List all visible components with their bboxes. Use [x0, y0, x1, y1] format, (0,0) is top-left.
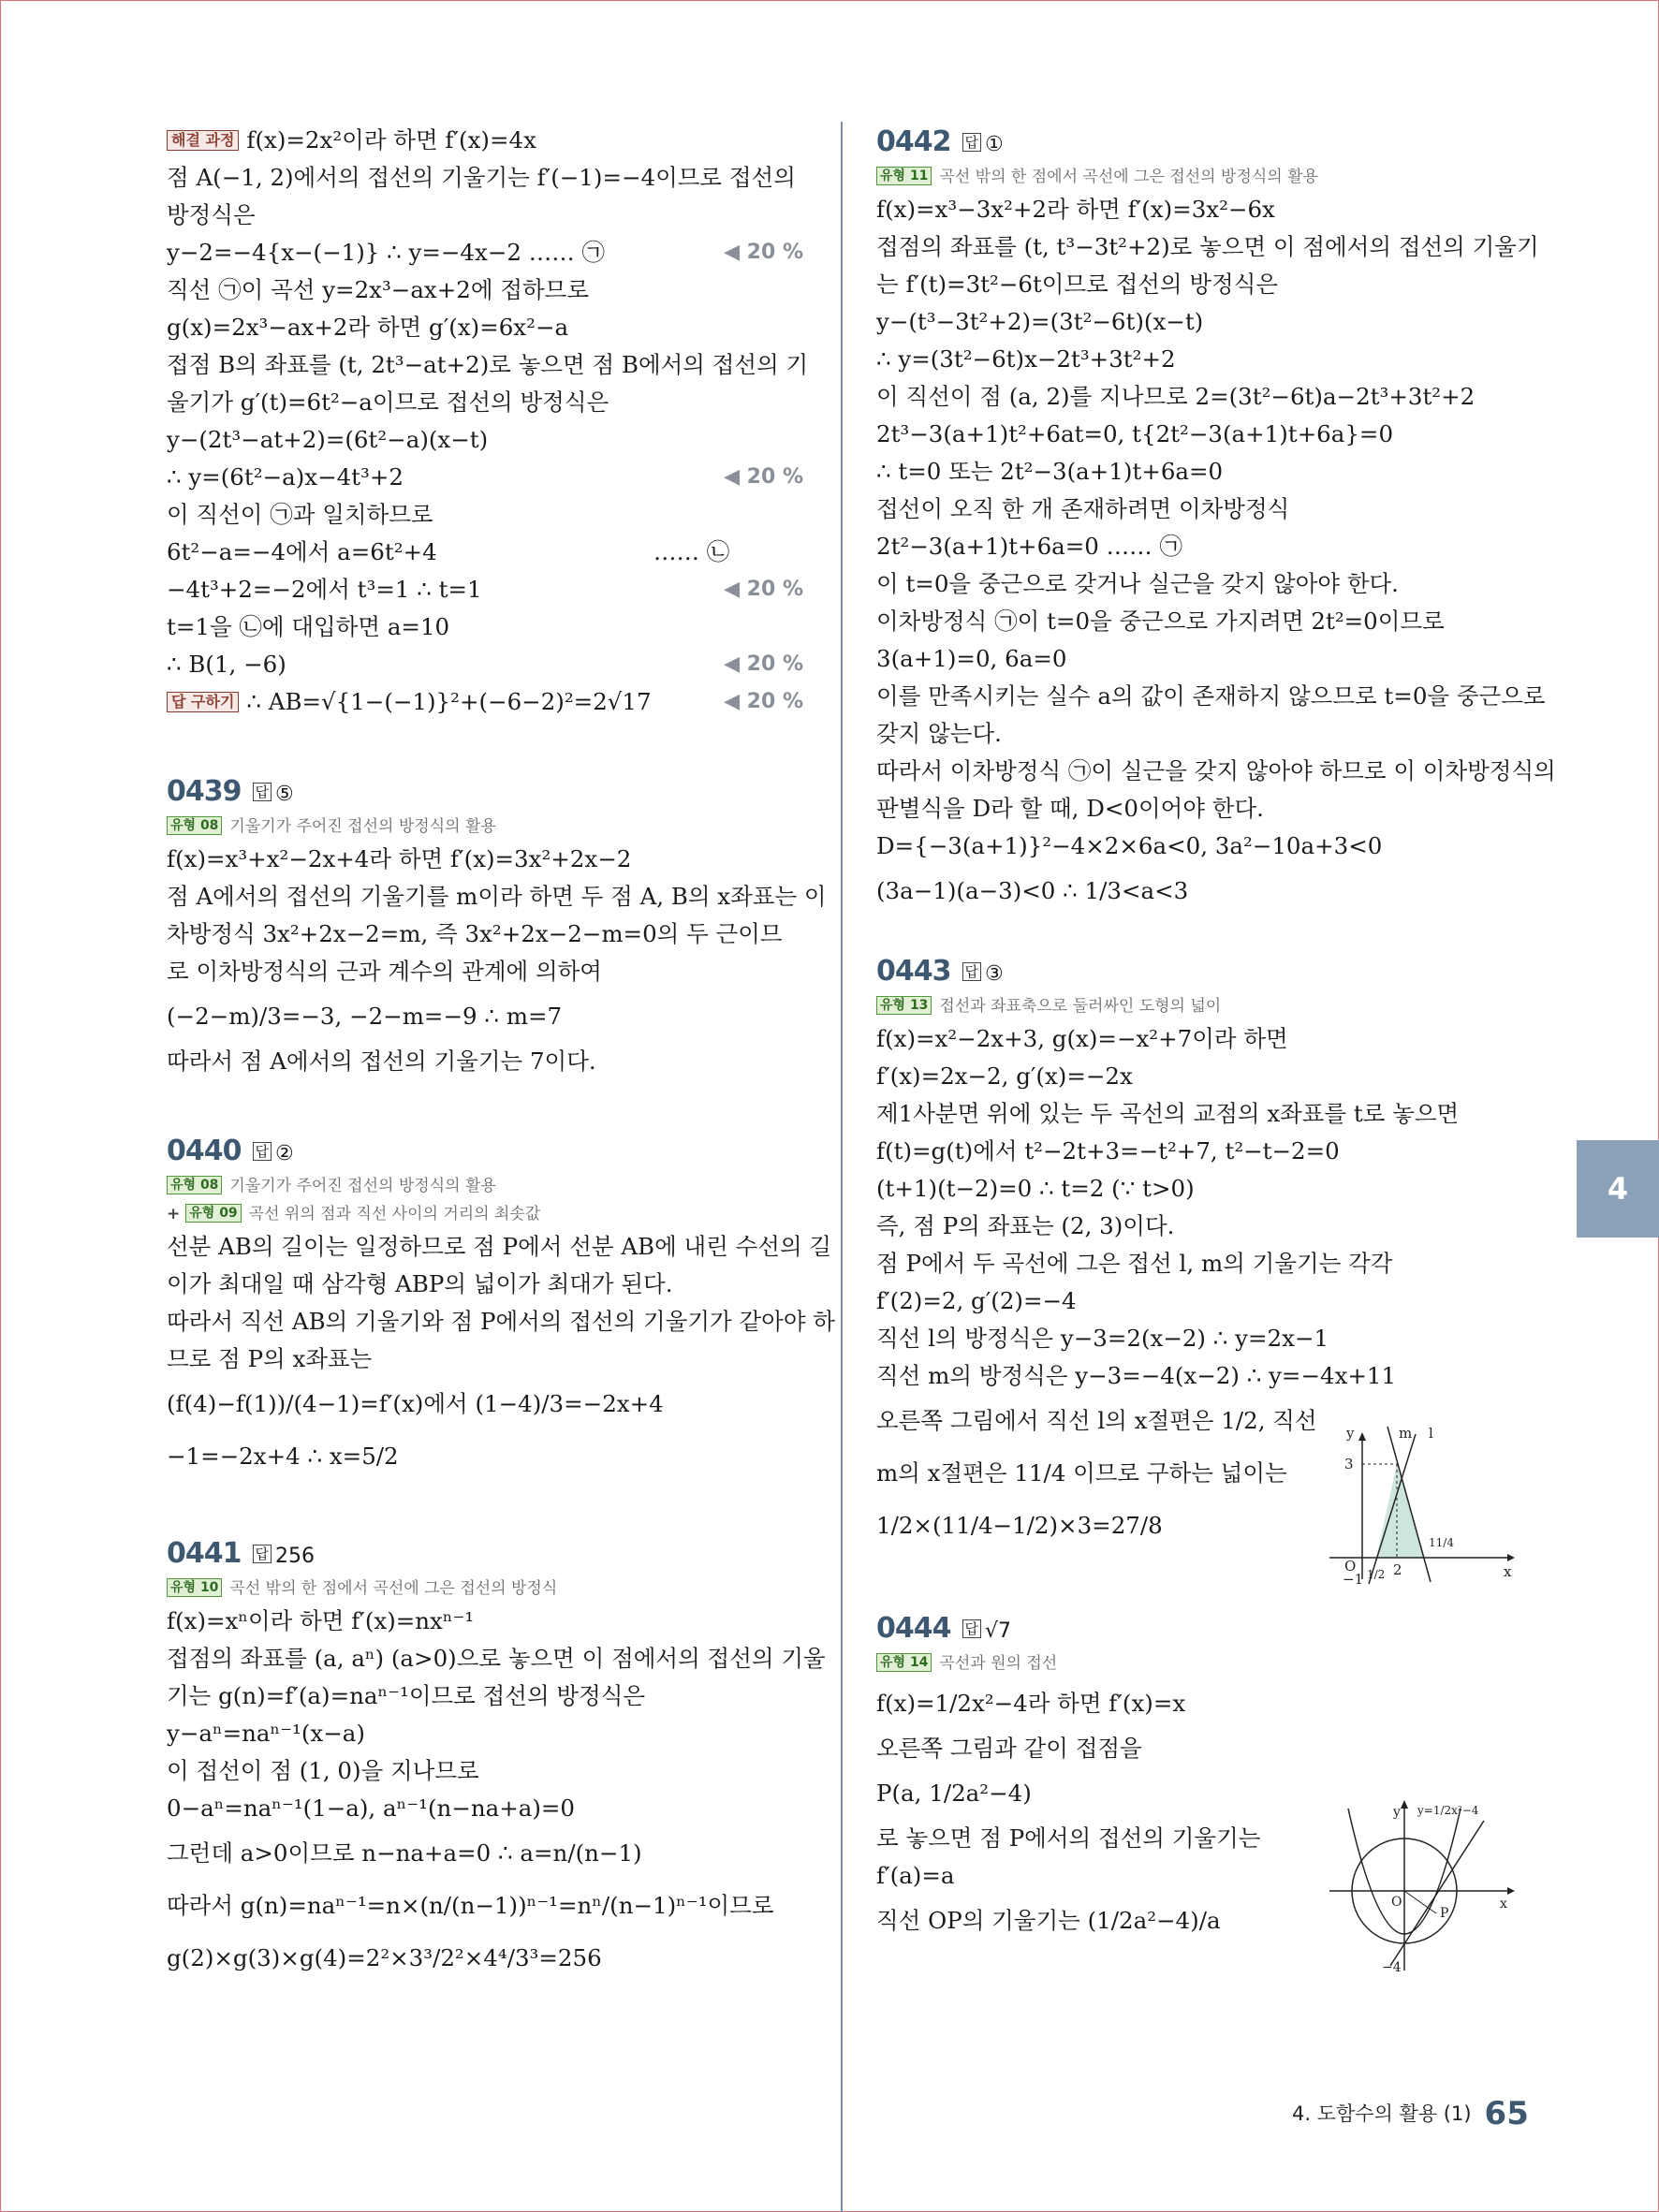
type-line: 유형 11 곡선 밖의 한 점에서 곡선에 그은 접선의 방정식의 활용	[876, 163, 1517, 191]
fig-origin-label: O	[1391, 1895, 1402, 1910]
left-column	[167, 122, 835, 1985]
answer-value: ①	[985, 133, 1004, 156]
question-number: 0440	[167, 1135, 242, 1167]
page-footer	[1292, 2095, 1529, 2132]
solution-line: 직선 m의 방정식은 y−3=−4(x−2) ∴ y=−4x+11	[876, 1362, 1397, 1389]
solution-line: 제1사분면 위에 있는 두 곡선의 교점의 x좌표를 t로 놓으면	[876, 1100, 1460, 1127]
question-number: 0439	[167, 775, 242, 808]
type-badge: 유형 11	[876, 167, 932, 185]
solution-line: 0−aⁿ=naⁿ⁻¹(1−a), aⁿ⁻¹(n−na+a)=0	[167, 1795, 576, 1822]
solution-line: f(x)=xⁿ이라 하면 f′(x)=nxⁿ⁻¹	[167, 1607, 475, 1634]
solve-process-label: 해결 과정	[167, 130, 239, 151]
solution-line: 므로 점 P의 x좌표는	[167, 1345, 373, 1372]
answer-badge: 답	[253, 783, 272, 801]
score-percent: ◀ 20 %	[724, 690, 803, 713]
x-axis-arrow	[1507, 1887, 1515, 1895]
solution-line: t=1을 ㉡에 대입하면 a=10	[167, 613, 450, 640]
solution-line: g(x)=2x³−ax+2라 하면 g′(x)=6x²−a	[167, 314, 569, 341]
type-badge: 유형 10	[167, 1578, 222, 1597]
solution-line: 직선 ㉠이 곡선 y=2x³−ax+2에 접하므로	[167, 276, 589, 303]
solution-line: 이 접선이 점 (1, 0)을 지나므로	[167, 1757, 479, 1784]
question-number: 0443	[876, 955, 951, 988]
solution-line: 접선이 오직 한 개 존재하려면 이차방정식	[876, 495, 1290, 522]
fig-x-label: x	[1504, 1563, 1512, 1580]
solution-line: 2t³−3(a+1)t²+6at=0, t{2t²−3(a+1)t+6a}=0	[876, 420, 1394, 447]
type-badge: 유형 08	[167, 816, 222, 835]
circle-tangent-figure	[1329, 1797, 1517, 1975]
solution-line: 3(a+1)=0, 6a=0	[876, 645, 1067, 672]
solution-line: 는 f′(t)=3t²−6t이므로 접선의 방정식은	[876, 271, 1279, 298]
solution-line: 울기가 g′(t)=6t²−a이므로 접선의 방정식은	[167, 388, 609, 416]
solution-line: 따라서 직선 AB의 기울기와 점 P에서의 접선의 기울기가 같아야 하	[167, 1308, 835, 1335]
solution-line: ∴ y=(6t²−a)x−4t³+2 ◀ 20 %	[167, 459, 803, 496]
solution-line: 점 P에서 두 곡선에 그은 접선 l, m의 기울기는 각각	[876, 1250, 1393, 1277]
solution-line: (3a−1)(a−3)<0 ∴ 1/3<a<3	[876, 877, 1189, 904]
question-header	[167, 1131, 803, 1172]
type-line: 유형 10 곡선 밖의 한 점에서 곡선에 그은 접선의 방정식	[167, 1575, 803, 1603]
page-number: 65	[1484, 2095, 1529, 2132]
solution-line: 답 구하기 ∴ AB=√{1−(−1)}²+(−6−2)²=2√17 ◀ 20 %	[167, 683, 803, 721]
score-percent: ◀ 20 %	[724, 578, 803, 601]
answer-step-label: 답 구하기	[167, 692, 239, 712]
type-badge: 유형 14	[876, 1653, 932, 1672]
score-percent: ◀ 20 %	[724, 652, 803, 676]
equation-mark: …… ㉡	[653, 538, 730, 565]
solution-line: 이 t=0을 중근으로 갖거나 실근을 갖지 않아야 한다.	[876, 570, 1399, 597]
solution-line: 이를 만족시키는 실수 a의 값이 존재하지 않으므로 t=0을 중근으로	[876, 682, 1546, 710]
solution-line: 직선 OP의 기울기는 (1/2a²−4)/a	[876, 1907, 1221, 1934]
solution-line: 따라서 점 A에서의 접선의 기울기는 7이다.	[167, 1047, 596, 1075]
fig-y-label: y	[1393, 1805, 1401, 1820]
solution-line: y−2=−4{x−(−1)} ∴ y=−4x−2 …… ㉠ ◀ 20 %	[167, 234, 803, 271]
y-axis-arrow	[1401, 1800, 1408, 1809]
solution-line: f(x)=1/2x²−4라 하면 f′(x)=x	[876, 1690, 1186, 1717]
question-header	[167, 771, 803, 813]
solution-line: 이 직선이 점 (a, 2)를 지나므로 2=(3t²−6t)a−2t³+3t²+2	[876, 383, 1475, 410]
solution-line: −1=−2x+4 ∴ x=5/2	[167, 1443, 399, 1470]
tangent-area-figure	[1311, 1425, 1517, 1584]
solution-line: f′(a)=a	[876, 1862, 955, 1889]
answer-badge: 답	[962, 133, 982, 152]
solution-line: ∴ B(1, −6) ◀ 20 %	[167, 646, 803, 683]
chapter-title: 4. 도함수의 활용 (1)	[1292, 2102, 1472, 2125]
answer-value: ③	[985, 962, 1004, 986]
fig-y-label: y	[1346, 1425, 1355, 1442]
type-line: + 유형 09 곡선 위의 점과 직선 사이의 거리의 최솟값	[167, 1205, 541, 1223]
answer-badge: 답	[253, 1545, 272, 1563]
type-line: 유형 08 기울기가 주어진 접선의 방정식의 활용	[167, 1172, 803, 1200]
fig-neg1-label: −1	[1343, 1571, 1364, 1584]
solution-line: 선분 AB의 길이는 일정하므로 점 P에서 선분 AB에 내린 수선의 길	[167, 1233, 832, 1260]
fig-l-label: l	[1429, 1425, 1433, 1442]
solution-line: 그런데 a>0이므로 n−na+a=0 ∴ a=n/(n−1)	[167, 1839, 642, 1867]
type-line: 유형 08 기울기가 주어진 접선의 방정식의 활용	[167, 813, 803, 841]
solution-line: 즉, 점 P의 좌표는 (2, 3)이다.	[876, 1212, 1175, 1239]
solution-line: f(x)=x³+x²−2x+4라 하면 f′(x)=3x²+2x−2	[167, 845, 632, 872]
fig-x-label: x	[1500, 1897, 1507, 1912]
fig-three-label: 3	[1344, 1456, 1354, 1472]
type-badge: 유형 09	[185, 1204, 241, 1223]
solution-line: y−aⁿ=naⁿ⁻¹(x−a)	[167, 1720, 365, 1747]
solution-line: 점 A(−1, 2)에서의 접선의 기울기는 f′(−1)=−4이므로 접선의	[167, 164, 796, 191]
type-badge: 유형 08	[167, 1176, 222, 1194]
type-line: 유형 14 곡선과 원의 접선	[876, 1649, 1517, 1677]
answer-badge: 답	[253, 1142, 272, 1161]
solution-line: D={−3(a+1)}²−4×2×6a<0, 3a²−10a+3<0	[876, 832, 1383, 859]
solution-line: g(2)×g(3)×g(4)=2²×3³/2²×4⁴/3³=256	[167, 1944, 602, 1971]
fig-elev4-label: 11/4	[1429, 1536, 1454, 1549]
score-percent: ◀ 20 %	[724, 241, 803, 264]
question-number: 0441	[167, 1537, 242, 1570]
answer-badge: 답	[962, 962, 982, 981]
solution-line: f′(2)=2, g′(2)=−4	[876, 1287, 1077, 1314]
solution-line: P(a, 1/2a²−4)	[876, 1780, 1032, 1807]
answer-value: √7	[985, 1619, 1012, 1643]
question-header	[167, 1533, 803, 1575]
shaded-triangle	[1376, 1464, 1425, 1558]
solution-line: 로 이차방정식의 근과 계수의 관계에 의하여	[167, 958, 602, 985]
solution-line: 접점의 좌표를 (t, t³−3t²+2)로 놓으면 이 점에서의 접선의 기울기	[876, 233, 1539, 260]
solution-line: f(x)=x²−2x+3, g(x)=−x²+7이라 하면	[876, 1025, 1288, 1052]
question-header	[876, 951, 1517, 992]
solution-line: 2t²−3(a+1)t+6a=0 …… ㉠	[876, 533, 1182, 560]
solution-line: 점 A에서의 접선의 기울기를 m이라 하면 두 점 A, B의 x좌표는 이	[167, 883, 827, 910]
solution-line: ∴ y=(3t²−6t)x−2t³+3t²+2	[876, 345, 1176, 373]
solution-line: 이차방정식 ㉠이 t=0을 중근으로 가지려면 2t²=0이므로	[876, 608, 1445, 635]
solution-line: ∴ t=0 또는 2t²−3(a+1)t+6a=0	[876, 458, 1224, 485]
solution-line: f′(x)=2x−2, g′(x)=−2x	[876, 1062, 1133, 1090]
solution-line: 1/2×(11/4−1/2)×3=27/8	[876, 1512, 1163, 1539]
solution-line: y−(2t³−at+2)=(6t²−a)(x−t)	[167, 426, 489, 453]
solution-line: 이가 최대일 때 삼각형 ABP의 넓이가 최대가 된다.	[167, 1270, 673, 1297]
fig-half-label: 1/2	[1367, 1568, 1386, 1581]
solution-line: m의 x절편은 11/4 이므로 구하는 넓이는	[876, 1459, 1287, 1487]
solution-line: 방정식은	[167, 201, 256, 228]
answer-value: ②	[275, 1142, 294, 1165]
solution-line: (−2−m)/3=−3, −2−m=−9 ∴ m=7	[167, 1003, 563, 1030]
solution-line: 갖지 않는다.	[876, 720, 1002, 747]
solution-line: 오른쪽 그림에서 직선 l의 x절편은 1/2, 직선	[876, 1407, 1317, 1434]
answer-badge: 답	[962, 1619, 982, 1638]
solution-line: 직선 l의 방정식은 y−3=2(x−2) ∴ y=2x−1	[876, 1325, 1329, 1352]
solution-line: f(t)=g(t)에서 t²−2t+3=−t²+7, t²−t−2=0	[876, 1137, 1340, 1165]
fig-neg4-label: −4	[1382, 1960, 1402, 1975]
type-line: 유형 13 접선과 좌표축으로 둘러싸인 도형의 넓이	[876, 992, 1517, 1020]
solution-line: 해결 과정 f(x)=2x²이라 하면 f′(x)=4x	[167, 122, 803, 159]
type-badge: 유형 13	[876, 996, 932, 1015]
score-percent: ◀ 20 %	[724, 465, 803, 489]
solution-line: 오른쪽 그림과 같이 접점을	[876, 1735, 1142, 1762]
question-header	[876, 1608, 1517, 1649]
question-number: 0444	[876, 1612, 951, 1645]
fig-curve-label: y=1/2x²−4	[1417, 1804, 1479, 1817]
answer-value: ⑤	[275, 783, 294, 806]
fig-origin-label: O	[1344, 1558, 1357, 1575]
column-divider	[841, 122, 843, 2212]
solution-line: 따라서 g(n)=naⁿ⁻¹=n×(n/(n−1))ⁿ⁻¹=nⁿ/(n−1)ⁿ⁻¹이므로	[167, 1892, 774, 1919]
chapter-tab: 4	[1577, 1140, 1659, 1238]
solution-line: 로 놓으면 점 P에서의 접선의 기울기는	[876, 1824, 1261, 1852]
solution-line: 판별식을 D라 할 때, D<0이어야 한다.	[876, 795, 1264, 822]
solution-line: 차방정식 3x²+2x−2=m, 즉 3x²+2x−2−m=0의 두 근이므	[167, 920, 783, 947]
solution-line: y−(t³−3t²+2)=(3t²−6t)(x−t)	[876, 308, 1204, 335]
solution-line: (t+1)(t−2)=0 ∴ t=2 (∵ t>0)	[876, 1175, 1195, 1202]
solution-line: 접점의 좌표를 (a, aⁿ) (a>0)으로 놓으면 이 점에서의 접선의 기울	[167, 1645, 826, 1672]
right-column	[876, 122, 1556, 1947]
y-axis-arrow	[1358, 1432, 1366, 1441]
solution-line: 접점 B의 좌표를 (t, 2t³−at+2)로 놓으면 점 B에서의 접선의 기	[167, 351, 809, 378]
question-number: 0442	[876, 125, 951, 158]
solution-line: f(x)=x³−3x²+2라 하면 f′(x)=3x²−6x	[876, 196, 1275, 223]
solution-line: 기는 g(n)=f′(a)=naⁿ⁻¹이므로 접선의 방정식은	[167, 1682, 646, 1709]
fig-m-label: m	[1399, 1425, 1413, 1442]
solution-line: 이 직선이 ㉠과 일치하므로	[167, 501, 433, 528]
fig-p-label: P	[1440, 1906, 1449, 1921]
fig-two-label: 2	[1393, 1561, 1402, 1578]
answer-value: 256	[275, 1545, 315, 1568]
plus-sign: +	[167, 1205, 181, 1223]
x-axis-arrow	[1507, 1554, 1515, 1561]
solution-line: 6t²−a=−4에서 a=6t²+4 …… ㉡	[167, 534, 803, 571]
question-header	[876, 122, 1517, 163]
solution-line: (f(4)−f(1))/(4−1)=f′(x)에서 (1−4)/3=−2x+4	[167, 1390, 664, 1417]
solution-line: −4t³+2=−2에서 t³=1 ∴ t=1 ◀ 20 %	[167, 571, 803, 608]
solution-line: 따라서 이차방정식 ㉠이 실근을 갖지 않아야 하므로 이 이차방정식의	[876, 757, 1556, 784]
